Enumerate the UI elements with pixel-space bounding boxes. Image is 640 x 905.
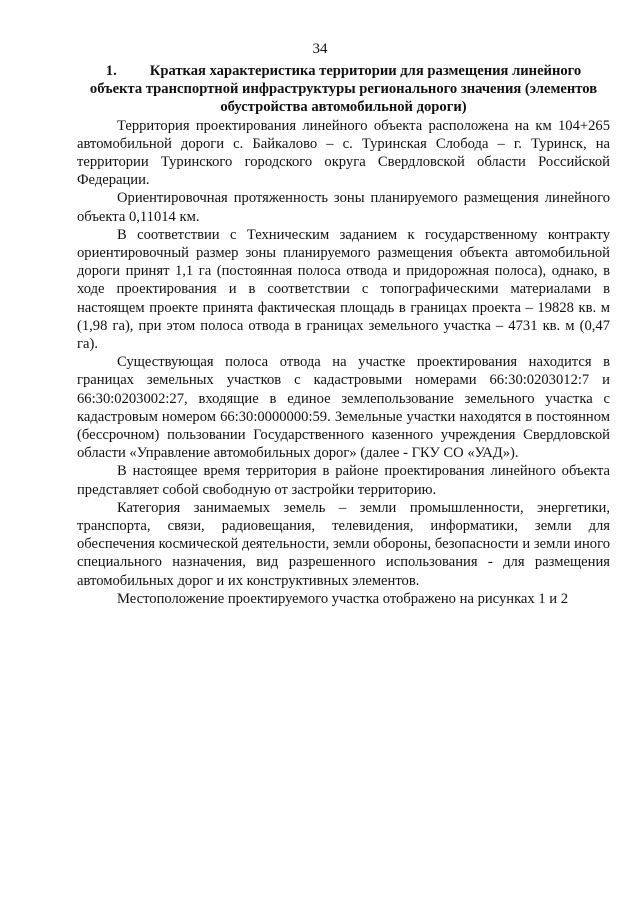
paragraph-length: Ориентировочная протяженность зоны планируемого размещения линейного объекта 0,11014 км. xyxy=(77,190,610,225)
paragraph-area: В соответствии с Техническим заданием к государственному контракту ориентировочный размер зоны планируемого размещения объекта автомобильной дороги принят 1,1 га (постоянная полоса отвода и придорожная полоса), однако, в ходе проектирования и в соответствии с топографическими материалами в настоящем проекте принята фактическая площадь в границах проекта – 19828 кв. м (1,98 га), при этом полоса отвода в границах земельного участка – 4731 кв. м (0,47 га). xyxy=(77,226,610,353)
paragraph-territory-location: Территория проектирования линейного объекта расположена на км 104+265 автомобильной дороги с. Байкалово – с. Туринская Слобода – г. Туринск, на территории Туринского городского округа Свердловской области Российской Федерации. xyxy=(77,117,610,189)
paragraph-figure-reference: Местоположение проектируемого участка отображено на рисунках 1 и 2 xyxy=(117,590,569,607)
paragraph-right-of-way: Существующая полоса отвода на участке проектирования находится в границах земельных участков с кадастровыми номерами 66:30:0203012:7 и 66:30:0203002:27, входящие в единое землепользование земельного участка с кадастровым номером 66:30:0000000:59. Земельные участки находятся в постоянном (бессрочном) пользовании Государственного казенного учреждения Свердловской области «Управление автомобильных дорог» (далее - ГКУ СО «УАД»). xyxy=(77,354,610,462)
section-heading xyxy=(77,62,610,117)
section-title-line-3: обустройства автомобильной дороги) xyxy=(220,99,467,116)
section-number: 1. xyxy=(105,63,117,79)
section-heading-line-1 xyxy=(77,62,610,80)
page-content xyxy=(77,62,610,608)
section-title-line-1: Краткая характеристика территории для размещения линейного xyxy=(149,63,582,79)
page-number: 34 xyxy=(312,41,328,57)
section-title-line-2: объекта транспортной инфраструктуры регионального значения (элементов xyxy=(89,81,598,98)
paragraph-land-category: Категория занимаемых земель – земли промышленности, энергетики, транспорта, связи, радиовещания, телевидения, информатики, земли для обеспечения космической деятельности, земли обороны, безопасности и земли иного специального назначения, вид разрешенного использования - для размещения автомобильных дорог и их конструктивных элементов. xyxy=(77,499,610,589)
paragraph-current-state: В настоящее время территория в районе проектирования линейного объекта представляет собой свободную от застройки территорию. xyxy=(77,463,610,498)
